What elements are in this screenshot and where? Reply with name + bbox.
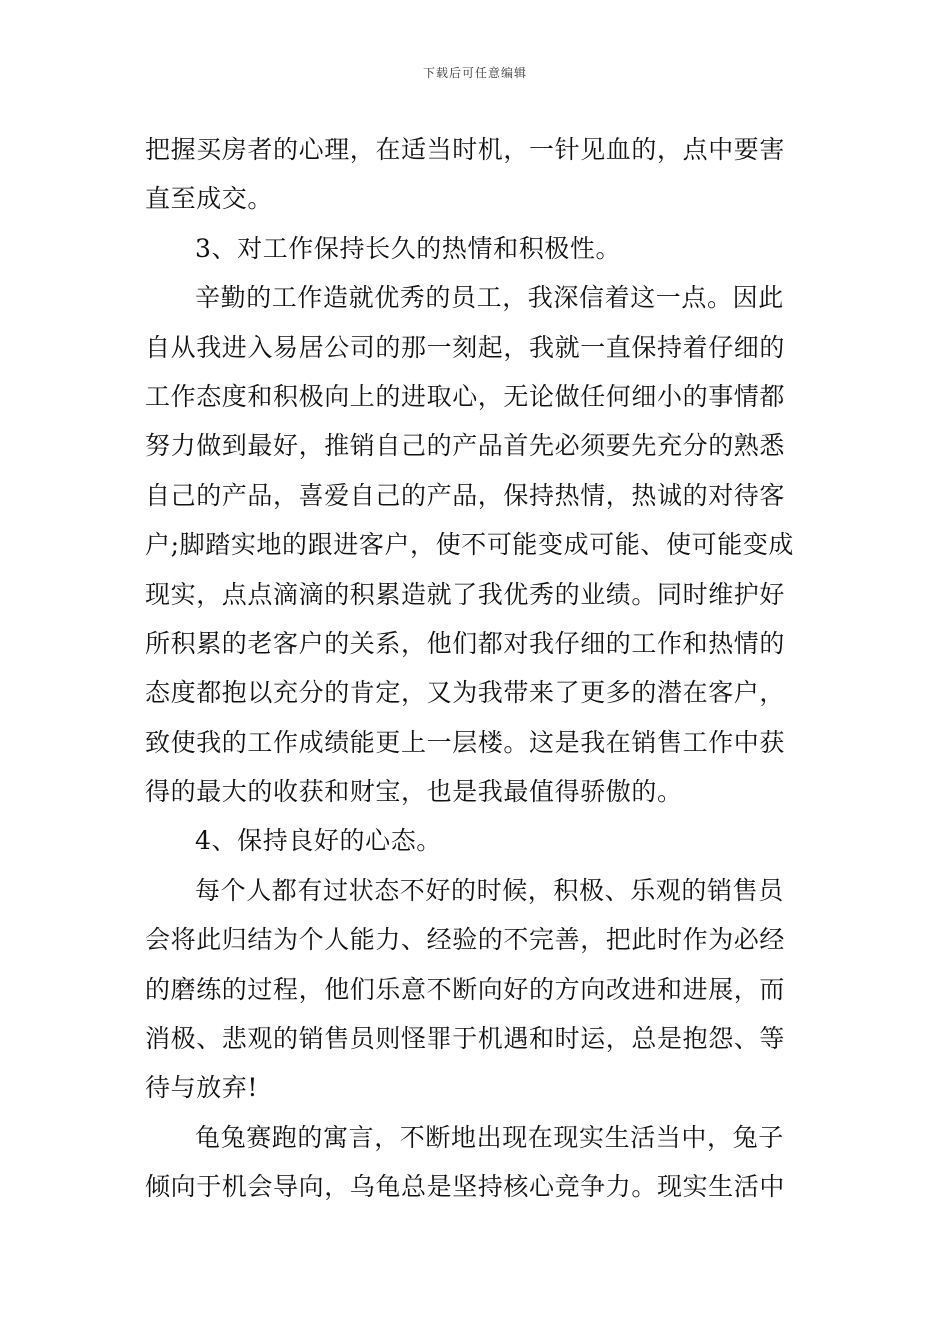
text-line: 态度都抱以充分的肯定，又为我带来了更多的潜在客户， [145,678,786,708]
page-header: 下载后可任意编辑 [422,66,527,80]
text-line: 户;脚踏实地的跟进客户，使不可能变成可能、使可能变成 [145,530,795,560]
text-line: 龟兔赛跑的寓言，不断地出现在现实生活当中，兔子 [195,1122,784,1152]
text-line: 致使我的工作成绩能更上一层楼。这是我在销售工作中获 [145,727,786,757]
text-line: 的磨练的过程，他们乐意不断向好的方向改进和进展，而 [145,974,786,1004]
text-line: 待与放弃! [145,1073,259,1103]
text-line: 现实，点点滴滴的积累造就了我优秀的业绩。同时维护好 [145,579,786,609]
document-body [145,125,810,1212]
text-line: 得的最大的收获和财宝，也是我最值得骄傲的。 [145,777,683,807]
text-line: 倾向于机会导向，乌龟总是坚持核心竞争力。现实生活中 [145,1172,786,1202]
text-line: 4、保持良好的心态。 [195,826,442,856]
text-line: 辛勤的工作造就优秀的员工，我深信着这一点。因此 [195,283,784,313]
text-line: 会将此归结为个人能力、经验的不完善，把此时作为必经 [145,925,786,955]
text-line: 所积累的老客户的关系，他们都对我仔细的工作和热情的 [145,628,786,658]
text-line: 努力做到最好，推销自己的产品首先必须要先充分的熟悉 [145,431,786,461]
text-line: 自从我进入易居公司的那一刻起，我就一直保持着仔细的 [145,332,786,362]
text-line: 消极、悲观的销售员则怪罪于机遇和时运，总是抱怨、等 [145,1024,786,1054]
text-line: 自己的产品，喜爱自己的产品，保持热情，热诚的对待客 [145,480,786,510]
text-line: 每个人都有过状态不好的时候，积极、乐观的销售员 [195,875,784,905]
text-line: 3、对工作保持长久的热情和积极性。 [195,233,622,263]
text-line: 把握买房者的心理，在适当时机，一针见血的，点中要害 [145,135,786,164]
text-line: 直至成交。 [145,184,274,214]
text-line: 工作态度和积极向上的进取心，无论做任何细小的事情都 [145,381,786,411]
